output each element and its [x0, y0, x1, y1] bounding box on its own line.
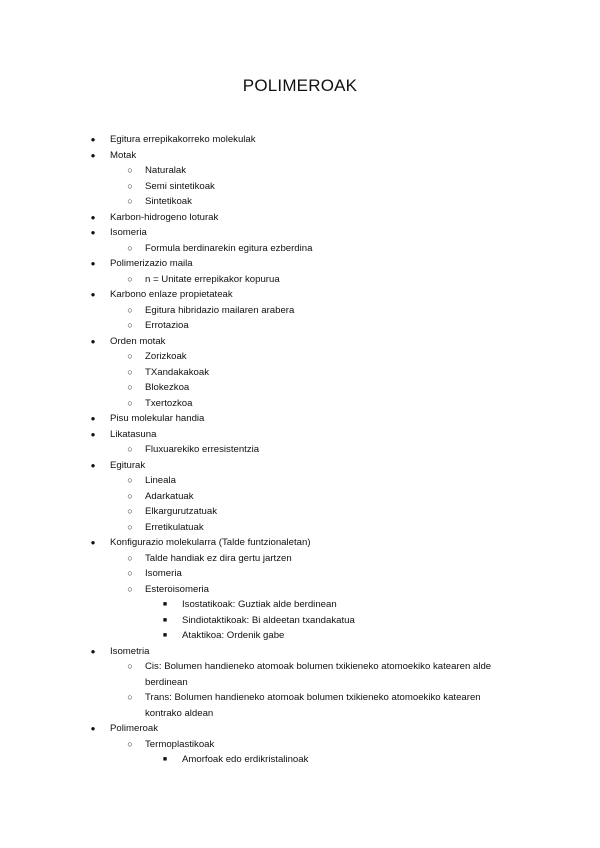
list-item	[0, 210, 600, 226]
list-item	[0, 752, 600, 768]
list-item-text: Egiturak	[110, 459, 146, 471]
list-item-text: Semi sintetikoak	[145, 180, 215, 192]
list-item	[0, 690, 600, 721]
list-item	[0, 535, 600, 551]
list-item-text: Formula berdinarekin egitura ezberdina	[145, 242, 313, 254]
list-item-text: Karbono enlaze propietateak	[110, 289, 233, 300]
list-item-text: Polimerizazio maila	[110, 258, 193, 269]
list-item-text: Likatasuna	[110, 428, 157, 440]
bullet-marker-icon: ○	[127, 242, 133, 253]
list-item	[0, 241, 600, 257]
list-item-text: Isometria	[110, 645, 150, 657]
list-item	[0, 473, 600, 489]
bullet-marker-icon: ○	[127, 366, 133, 377]
list-item	[0, 582, 600, 598]
list-item-text: Egitura hibridazio mailaren arabera	[145, 304, 295, 316]
list-item-text: Talde handiak ez dira gertu jartzen	[145, 552, 292, 564]
list-item	[0, 489, 600, 505]
list-item	[0, 566, 600, 582]
list-item-text: Adarkatuak	[145, 490, 194, 502]
bullet-marker-icon: ●	[90, 135, 96, 144]
list-item-text: Konfigurazio molekularra (Talde funtzionaletan)	[110, 537, 311, 548]
list-item-text: Egitura errepikakorreko molekulak	[110, 134, 256, 145]
list-item-text: Naturalak	[145, 165, 187, 176]
list-item	[0, 318, 600, 334]
list-item	[0, 225, 600, 241]
list-item-text: Motak	[110, 149, 137, 161]
list-item	[0, 458, 600, 474]
list-item-text: Elkargurutzatuak	[145, 506, 217, 517]
list-item	[0, 520, 600, 536]
bullet-marker-icon: ○	[127, 444, 133, 454]
list-item	[0, 628, 600, 644]
list-item-text: Amorfoak edo erdikristalinoak	[182, 754, 309, 765]
list-item-text: Ataktikoa: Ordenik gabe	[182, 630, 285, 641]
list-item-text: Orden motak	[110, 335, 166, 347]
list-item-text: Blokezkoa	[145, 382, 190, 393]
bullet-marker-icon: ●	[90, 259, 96, 268]
list-item	[0, 272, 600, 288]
list-item-text: Pisu molekular handia	[110, 413, 205, 424]
list-item	[0, 132, 600, 148]
list-item	[0, 179, 600, 195]
list-item	[0, 411, 600, 427]
bullet-marker-icon: ●	[90, 414, 96, 423]
bullet-marker-icon: ○	[127, 165, 133, 175]
list-item	[0, 287, 600, 303]
bullet-marker-icon: ■	[162, 616, 168, 624]
bullet-marker-icon: ●	[90, 646, 96, 656]
list-item	[0, 613, 600, 629]
bullet-marker-icon: ○	[127, 661, 133, 671]
list-item-text: Isostatikoak: Guztiak alde berdinean	[182, 599, 337, 610]
list-item	[0, 148, 600, 164]
bullet-marker-icon: ○	[127, 738, 133, 749]
bullet-marker-icon: ●	[90, 212, 96, 222]
bullet-marker-icon: ○	[127, 196, 133, 206]
bullet-marker-icon: ○	[127, 583, 133, 594]
bullet-marker-icon: ○	[127, 382, 133, 392]
bullet-marker-icon: ○	[127, 521, 133, 532]
document-title: POLIMEROAK	[242, 76, 358, 95]
bullet-marker-icon: ○	[127, 397, 133, 408]
list-item	[0, 365, 600, 381]
list-item	[0, 349, 600, 365]
list-item	[0, 721, 600, 737]
list-item-text: Trans: Bolumen handieneko atomoak bolumen txikieneko atomoekiko katearen kontrako aldean	[145, 692, 481, 719]
list-item-text: Termoplastikoak	[145, 738, 215, 750]
list-item	[0, 504, 600, 520]
list-item-text: Esteroisomeria	[145, 583, 209, 595]
list-item-text: Zorizkoak	[145, 351, 187, 362]
list-item-text: n = Unitate errepikakor kopurua	[145, 273, 280, 285]
bullet-marker-icon: ●	[90, 150, 96, 160]
bullet-marker-icon: ○	[127, 320, 133, 330]
list-item	[0, 396, 600, 412]
bullet-marker-icon: ○	[127, 490, 133, 501]
bullet-marker-icon: ●	[90, 538, 96, 547]
list-item-text: Isomeria	[145, 568, 182, 579]
list-item-text: Errotazioa	[145, 320, 189, 331]
bullet-marker-icon: ●	[90, 429, 96, 439]
bullet-marker-icon: ●	[90, 460, 96, 470]
bullet-marker-icon: ○	[127, 552, 133, 563]
bullet-outline	[0, 132, 600, 768]
list-item	[0, 659, 600, 690]
bullet-marker-icon: ●	[90, 336, 96, 346]
list-item-text: Txertozkoa	[145, 397, 193, 409]
bullet-marker-icon: ●	[90, 290, 96, 299]
bullet-marker-icon: ■	[162, 632, 168, 639]
list-item-text: Cis: Bolumen handieneko atomoak bolumen txikieneko atomoekiko katearen alde berdinean	[145, 661, 492, 688]
list-item-text: Polimeroak	[110, 723, 158, 734]
list-item-text: Isomeria	[110, 227, 147, 238]
list-item	[0, 194, 600, 210]
bullet-marker-icon: ○	[127, 692, 133, 702]
list-item-text: Lineala	[145, 475, 176, 486]
list-item	[0, 551, 600, 567]
bullet-marker-icon: ■	[162, 601, 168, 608]
list-item	[0, 737, 600, 753]
list-item	[0, 256, 600, 272]
list-item	[0, 163, 600, 179]
bullet-marker-icon: ○	[127, 180, 133, 191]
list-item	[0, 303, 600, 319]
bullet-marker-icon: ■	[162, 756, 168, 763]
list-item	[0, 334, 600, 350]
bullet-marker-icon: ●	[90, 228, 96, 237]
bullet-marker-icon: ○	[127, 304, 133, 315]
list-item-text: Erretikulatuak	[145, 521, 204, 533]
list-item-text: TXandakakoak	[145, 366, 209, 378]
bullet-marker-icon: ○	[127, 506, 133, 516]
bullet-marker-icon: ○	[127, 475, 133, 485]
list-item-text: Karbon-hidrogeno loturak	[110, 211, 219, 223]
bullet-marker-icon: ○	[127, 351, 133, 361]
list-item	[0, 597, 600, 613]
bullet-marker-icon: ○	[127, 273, 133, 284]
bullet-marker-icon: ●	[90, 724, 96, 733]
list-item	[0, 644, 600, 660]
bullet-marker-icon: ○	[127, 568, 133, 578]
list-item-text: Sintetikoak	[145, 196, 192, 207]
list-item	[0, 380, 600, 396]
list-item	[0, 427, 600, 443]
list-item-text: Fluxuarekiko erresistentzia	[145, 444, 260, 455]
list-item-text: Sindiotaktikoak: Bi aldeetan txandakatua	[182, 614, 355, 626]
list-item	[0, 442, 600, 458]
